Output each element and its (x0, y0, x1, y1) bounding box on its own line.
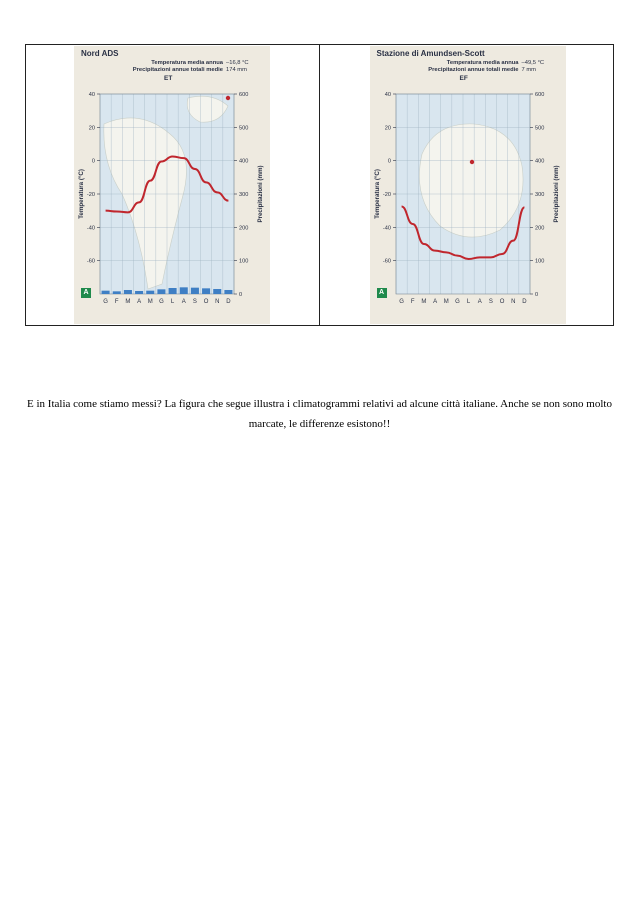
precipitation-bar (224, 290, 232, 294)
climatogram-title: Stazione di Amundsen-Scott (376, 49, 485, 58)
y2-axis-tick-label: 500 (534, 125, 544, 132)
precipitation-bar (202, 288, 210, 294)
y2-axis-tick-label: 300 (534, 192, 544, 198)
x-axis-tick-label: G (103, 299, 108, 305)
x-axis-tick-label: G (398, 299, 404, 305)
y2-axis-tick-label: 600 (534, 92, 544, 98)
x-axis-tick-label: N (215, 299, 220, 305)
y-axis-tick-label: -60 (382, 258, 391, 265)
stat-label: Precipitazioni annue totali medie (428, 67, 519, 74)
figure-badge: A (377, 288, 387, 298)
figure-table (25, 44, 614, 326)
y-axis-title: Temperatura (°C) (373, 169, 381, 219)
y-axis-tick-label: -40 (86, 225, 95, 232)
x-axis-tick-label: F (410, 299, 415, 305)
x-axis-tick-label: S (192, 299, 197, 305)
x-axis-tick-label: D (226, 299, 231, 305)
x-axis-tick-label: S (488, 299, 493, 305)
y-axis-tick-label: 0 (91, 158, 95, 165)
figure-cell-nord-ads (26, 45, 320, 325)
y-axis-tick-label: 0 (387, 158, 391, 165)
x-axis-tick-label: A (181, 299, 186, 305)
y-axis-title: Temperatura (°C) (78, 169, 85, 219)
y2-axis-tick-label: 200 (534, 225, 544, 232)
y2-axis-tick-label: 0 (239, 292, 243, 298)
x-axis-tick-label: L (466, 299, 470, 305)
precipitation-bar (124, 290, 132, 294)
x-axis-tick-label: N (510, 299, 515, 305)
y2-axis-tick-label: 100 (239, 258, 249, 265)
x-axis-tick-label: A (432, 299, 437, 305)
climate-zone-label: EF (459, 75, 468, 82)
precipitation-bar (191, 288, 199, 294)
y-axis-tick-label: 20 (88, 125, 95, 132)
climatogram-card (74, 46, 270, 324)
climatogram-chart (74, 46, 270, 324)
stat-value: –16,8 °C (226, 60, 249, 66)
x-axis-tick-label: F (114, 299, 119, 305)
y-axis-tick-label: -20 (382, 192, 391, 198)
x-axis-tick-label: L (170, 299, 175, 305)
y2-axis-title: Precipitazioni (mm) (257, 165, 264, 223)
precipitation-bar (113, 291, 121, 294)
y2-axis-tick-label: 100 (534, 258, 544, 265)
precipitation-bar (157, 289, 165, 294)
y2-axis-title: Precipitazioni (mm) (552, 165, 560, 223)
precipitation-bar (135, 291, 143, 294)
climate-zone-label: ET (164, 75, 173, 82)
stat-label: Precipitazioni annue totali medie (132, 67, 223, 74)
y2-axis-tick-label: 200 (239, 225, 249, 232)
y2-axis-tick-label: 400 (239, 158, 249, 165)
climatogram-card (370, 46, 566, 324)
y-axis-tick-label: 40 (384, 92, 391, 98)
y-axis-tick-label: -60 (86, 258, 95, 265)
y2-axis-tick-label: 400 (534, 158, 544, 165)
y2-axis-tick-label: 500 (239, 125, 249, 132)
y-axis-tick-label: 40 (88, 92, 95, 98)
x-axis-tick-label: A (477, 299, 482, 305)
figure-badge: A (81, 288, 91, 298)
climatogram-title: Nord ADS (81, 49, 119, 58)
x-axis-tick-label: O (203, 299, 209, 305)
stat-value: 174 mm (226, 67, 247, 74)
figure-cell-amundsen-scott (320, 45, 614, 325)
precipitation-bar (146, 291, 154, 294)
y-axis-tick-label: -40 (382, 225, 391, 232)
y-axis-tick-label: 20 (384, 125, 391, 132)
stat-value: 7 mm (521, 67, 536, 74)
precipitation-bar (213, 289, 221, 294)
y-axis-tick-label: -20 (86, 192, 95, 198)
x-axis-tick-label: G (454, 299, 460, 305)
y2-axis-tick-label: 600 (239, 92, 249, 98)
x-axis-tick-label: M (125, 299, 131, 305)
station-marker (226, 96, 230, 100)
y2-axis-tick-label: 300 (239, 192, 249, 198)
precipitation-bar (102, 291, 110, 294)
y2-axis-tick-label: 0 (534, 292, 538, 298)
x-axis-tick-label: A (137, 299, 142, 305)
stat-value: –49,5 °C (521, 60, 545, 66)
x-axis-tick-label: O (499, 299, 504, 305)
x-axis-tick-label: M (420, 299, 426, 305)
x-axis-tick-label: M (443, 299, 449, 305)
x-axis-tick-label: D (521, 299, 527, 305)
climatogram-chart (370, 46, 566, 324)
stat-label: Temperatura media annua (446, 60, 519, 66)
x-axis-tick-label: G (159, 299, 164, 305)
precipitation-bar (169, 288, 177, 294)
stat-label: Temperatura media annua (151, 60, 223, 66)
body-paragraph: E in Italia come stiamo messi? La figura che segue illustra i climatogrammi relativi ad alcune città italiane. Anche se non sono molto marcate, le differenze esistono!! (27, 398, 612, 430)
station-marker (469, 160, 473, 164)
precipitation-bar (180, 287, 188, 294)
x-axis-tick-label: M (147, 299, 153, 305)
